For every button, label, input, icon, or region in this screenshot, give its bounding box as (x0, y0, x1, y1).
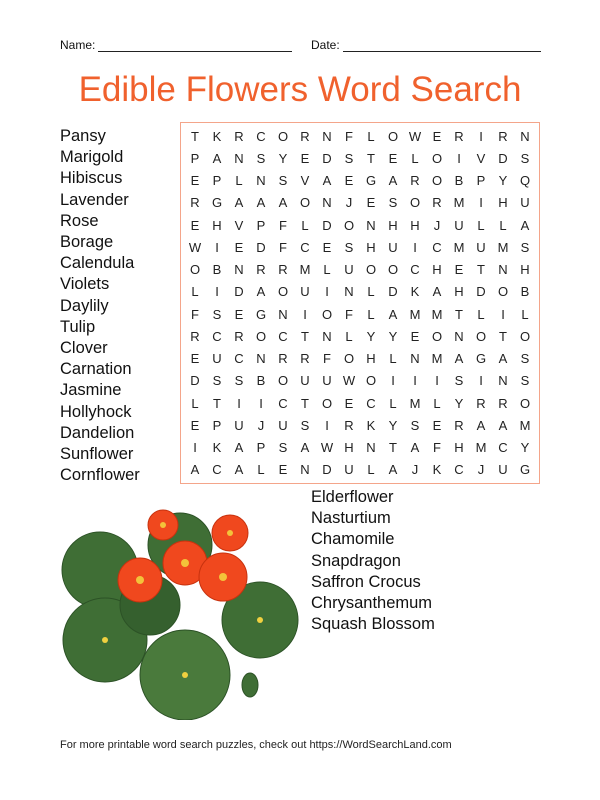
grid-cell: I (215, 284, 219, 300)
grid-cell: A (322, 173, 332, 189)
grid-cell: U (344, 462, 354, 478)
grid-cell: I (303, 306, 307, 322)
grid-cell: N (234, 262, 244, 278)
grid-cell: Y (498, 173, 508, 189)
grid-cell: A (190, 462, 200, 478)
grid-cell: E (190, 217, 200, 233)
grid-cell: P (256, 440, 266, 456)
grid-cell: O (277, 373, 289, 389)
grid-cell: B (256, 373, 266, 389)
grid-cell: K (432, 462, 442, 478)
grid-cell: R (344, 417, 354, 433)
grid-cell: O (343, 217, 355, 233)
word-list-item: Violets (60, 275, 110, 294)
grid-cell: A (234, 195, 244, 211)
grid-cell: I (479, 128, 483, 144)
grid-cell: E (190, 173, 200, 189)
grid-cell: D (322, 217, 332, 233)
grid-cell: U (344, 262, 354, 278)
date-label: Date: (311, 38, 340, 52)
grid-cell: A (256, 284, 266, 300)
grid-cell: T (301, 328, 309, 344)
grid-cell: N (498, 373, 508, 389)
grid-cell: R (410, 173, 420, 189)
word-list-item: Sunflower (60, 445, 134, 464)
grid-cell: P (256, 217, 266, 233)
grid-cell: S (344, 150, 354, 166)
grid-cell: H (454, 440, 464, 456)
grid-cell: R (498, 395, 508, 411)
grid-cell: S (212, 306, 222, 322)
grid-cell: N (322, 328, 332, 344)
grid-cell: E (454, 262, 464, 278)
grid-cell: T (389, 440, 397, 456)
grid-cell: Y (278, 150, 288, 166)
grid-cell: I (193, 440, 197, 456)
grid-cell: M (431, 306, 443, 322)
grid-cell: F (345, 128, 353, 144)
grid-cell: R (278, 262, 288, 278)
grid-cell: O (189, 262, 201, 278)
grid-cell: I (435, 373, 439, 389)
grid-cell: C (498, 440, 508, 456)
grid-cell: O (365, 262, 377, 278)
grid-cell: J (345, 195, 353, 211)
grid-cell: O (277, 128, 289, 144)
grid-cell: A (476, 417, 486, 433)
grid-cell: U (212, 351, 222, 367)
grid-cell: R (234, 328, 244, 344)
grid-cell: O (431, 328, 443, 344)
word-list-item: Jasmine (60, 381, 122, 400)
grid-cell: H (432, 262, 442, 278)
grid-cell: N (278, 306, 288, 322)
grid-cell: L (367, 306, 375, 322)
grid-cell: C (212, 328, 222, 344)
grid-cell: A (234, 462, 244, 478)
grid-cell: V (234, 217, 244, 233)
grid-cell: R (300, 351, 310, 367)
grid-cell: U (278, 417, 288, 433)
grid-cell: L (257, 462, 265, 478)
grid-cell: J (411, 462, 419, 478)
word-list-item: Tulip (60, 317, 96, 336)
grid-cell: S (520, 239, 530, 255)
word-list-item: Marigold (60, 148, 124, 167)
grid-cell: H (366, 351, 376, 367)
grid-cell: S (344, 239, 354, 255)
grid-cell: S (388, 195, 398, 211)
grid-cell: W (342, 373, 356, 389)
grid-cell: R (498, 128, 508, 144)
grid-cell: O (321, 306, 333, 322)
grid-cell: F (279, 217, 287, 233)
grid-cell: E (300, 150, 310, 166)
grid-cell: L (477, 306, 485, 322)
word-list-item: Calendula (60, 254, 135, 273)
grid-cell: A (498, 417, 508, 433)
grid-cell: N (256, 351, 266, 367)
grid-cell: N (256, 173, 266, 189)
grid-cell: V (300, 173, 310, 189)
grid-cell: T (301, 395, 309, 411)
date-line (343, 41, 541, 52)
grid-cell: W (408, 128, 422, 144)
grid-cell: I (479, 373, 483, 389)
grid-cell: R (432, 195, 442, 211)
grid-cell: L (521, 306, 529, 322)
grid-cell: E (432, 417, 442, 433)
grid-cell: S (410, 417, 420, 433)
grid-cell: R (256, 262, 266, 278)
grid-cell: U (322, 373, 332, 389)
grid-cell: L (367, 284, 375, 300)
grid-cell: S (454, 373, 464, 389)
grid-cell: K (366, 417, 376, 433)
word-list-item: Cornflower (60, 466, 140, 485)
grid-cell: O (255, 328, 267, 344)
grid-cell: Q (519, 173, 531, 189)
grid-cell: T (477, 262, 485, 278)
grid-cell: U (476, 239, 486, 255)
grid-cell: S (278, 173, 288, 189)
grid-cell: Y (388, 417, 398, 433)
grid-cell: L (323, 262, 331, 278)
grid-cell: O (387, 128, 399, 144)
grid-cell: T (191, 128, 199, 144)
grid-cell: I (501, 306, 505, 322)
grid-cell: S (234, 373, 244, 389)
grid-cell: O (277, 284, 289, 300)
nasturtium-illustration (55, 495, 305, 720)
grid-cell: Y (520, 440, 530, 456)
grid-cell: E (388, 150, 398, 166)
grid-cell: S (520, 373, 530, 389)
grid-cell: S (300, 417, 310, 433)
grid-cell: I (479, 195, 483, 211)
grid-cell: I (413, 373, 417, 389)
grid-cell: Y (454, 395, 464, 411)
grid-cell: C (278, 395, 288, 411)
grid-cell: H (344, 440, 354, 456)
grid-cell: M (475, 440, 487, 456)
grid-cell: R (190, 328, 200, 344)
grid-cell: N (520, 128, 530, 144)
grid-cell: F (345, 306, 353, 322)
grid-cell: R (300, 128, 310, 144)
grid-cell: U (300, 373, 310, 389)
grid-cell: O (475, 328, 487, 344)
word-list-item: Hollyhock (60, 402, 132, 421)
grid-cell: N (322, 128, 332, 144)
grid-cell: N (366, 217, 376, 233)
grid-cell: N (344, 284, 354, 300)
grid-cell: N (300, 462, 310, 478)
grid-cell: E (234, 306, 244, 322)
grid-cell: N (410, 351, 420, 367)
grid-cell: A (454, 351, 464, 367)
grid-cell: P (212, 417, 222, 433)
grid-cell: L (389, 351, 397, 367)
grid-cell: R (476, 395, 486, 411)
grid-cell: F (433, 440, 441, 456)
grid-cell: H (520, 262, 530, 278)
grid-cell: R (278, 351, 288, 367)
grid-cell: K (212, 440, 222, 456)
grid-cell: N (366, 440, 376, 456)
grid-cell: M (299, 262, 311, 278)
grid-cell: E (344, 395, 354, 411)
grid-cell: I (237, 395, 241, 411)
grid-cell: M (409, 395, 421, 411)
word-list-item: Daylily (60, 296, 109, 315)
grid-cell: O (519, 328, 531, 344)
grid-cell: B (212, 262, 222, 278)
grid-cell: L (433, 395, 441, 411)
grid-cell: G (365, 173, 377, 189)
grid-cell: T (213, 395, 221, 411)
page-title: Edible Flowers Word Search (78, 70, 522, 109)
grid-cell: A (432, 284, 442, 300)
grid-cell: E (278, 462, 288, 478)
grid-cell: L (301, 217, 309, 233)
grid-cell: L (191, 284, 199, 300)
word-list-item: Nasturtium (311, 509, 391, 528)
grid-cell: I (215, 239, 219, 255)
grid-cell: O (343, 351, 355, 367)
grid-cell: F (323, 351, 331, 367)
grid-cell: P (190, 150, 200, 166)
grid-cell: A (410, 440, 420, 456)
grid-cell: B (454, 173, 464, 189)
word-list-item: Rose (60, 211, 99, 230)
word-list-item: Snapdragon (311, 551, 401, 570)
word-list-item: Dandelion (60, 423, 135, 442)
grid-cell: F (279, 239, 287, 255)
grid-cell: P (476, 173, 486, 189)
word-list-item: Elderflower (311, 488, 394, 506)
grid-cell: L (499, 217, 507, 233)
grid-cell: U (388, 239, 398, 255)
grid-cell: O (497, 284, 509, 300)
grid-cell: M (453, 195, 465, 211)
grid-cell: C (366, 395, 376, 411)
grid-cell: O (299, 195, 311, 211)
grid-cell: O (431, 150, 443, 166)
grid-cell: R (234, 128, 244, 144)
grid-cell: S (212, 373, 222, 389)
grid-cell: C (410, 262, 420, 278)
grid-cell: A (520, 217, 530, 233)
grid-cell: C (454, 462, 464, 478)
grid-cell: C (300, 239, 310, 255)
grid-cell: E (190, 351, 200, 367)
grid-cell: M (409, 306, 421, 322)
word-list-right (311, 487, 435, 635)
grid-cell: D (388, 284, 398, 300)
grid-cell: N (454, 328, 464, 344)
grid-cell: A (300, 440, 310, 456)
grid-cell: W (188, 239, 202, 255)
grid-cell: D (256, 239, 266, 255)
letter-grid (180, 122, 540, 484)
grid-cell: I (325, 417, 329, 433)
word-list-item: Carnation (60, 360, 132, 379)
grid-cell: C (234, 351, 244, 367)
grid-cell: C (212, 462, 222, 478)
grid-cell: F (191, 306, 199, 322)
grid-cell: T (499, 328, 507, 344)
word-list-item: Chrysanthemum (311, 594, 433, 613)
grid-cell: E (366, 195, 376, 211)
grid-cell: H (454, 284, 464, 300)
grid-cell: U (454, 217, 464, 233)
grid-cell: A (212, 150, 222, 166)
grid-cell: H (212, 217, 222, 233)
grid-cell: S (256, 150, 266, 166)
grid-cell: H (366, 239, 376, 255)
grid-cell: M (453, 239, 465, 255)
grid-cell: L (235, 173, 243, 189)
grid-cell: D (322, 462, 332, 478)
grid-cell: E (234, 239, 244, 255)
grid-cell: K (410, 284, 420, 300)
name-line (98, 41, 292, 52)
grid-cell: C (256, 128, 266, 144)
grid-cell: D (234, 284, 244, 300)
grid-cell: I (259, 395, 263, 411)
grid-cell: M (431, 351, 443, 367)
grid-cell: C (432, 239, 442, 255)
grid-cell: K (212, 128, 222, 144)
word-list-item: Borage (60, 233, 114, 252)
grid-cell: R (454, 128, 464, 144)
grid-cell: J (257, 417, 265, 433)
grid-cell: N (322, 195, 332, 211)
grid-cell: D (476, 284, 486, 300)
grid-cell: I (325, 284, 329, 300)
grid-cell: J (477, 462, 485, 478)
grid-cell: L (367, 462, 375, 478)
word-list-item: Lavender (60, 190, 129, 209)
grid-cell: O (431, 173, 443, 189)
grid-cell: M (519, 417, 531, 433)
grid-cell: H (410, 217, 420, 233)
grid-cell: D (190, 373, 200, 389)
grid-cell: G (519, 462, 531, 478)
grid-cell: H (498, 195, 508, 211)
word-list-item: Pansy (60, 127, 106, 145)
grid-cell: D (322, 150, 332, 166)
name-label: Name: (60, 38, 96, 52)
grid-cell: E (344, 173, 354, 189)
grid-cell: O (387, 262, 399, 278)
grid-cell: B (520, 284, 530, 300)
grid-cell: L (191, 395, 199, 411)
grid-cell: Y (366, 328, 376, 344)
grid-cell: C (278, 328, 288, 344)
grid-cell: R (454, 417, 464, 433)
grid-cell: U (234, 417, 244, 433)
grid-cell: L (389, 395, 397, 411)
grid-cell: L (477, 217, 485, 233)
grid-cell: U (300, 284, 310, 300)
name-field[interactable] (60, 38, 292, 52)
grid-cell: T (455, 306, 463, 322)
grid-cell: A (388, 306, 398, 322)
grid-cell: O (409, 195, 421, 211)
grid-cell: U (498, 462, 508, 478)
grid-cell: L (367, 128, 375, 144)
grid-cell: I (413, 239, 417, 255)
word-list-left (60, 126, 140, 486)
grid-cell: L (411, 150, 419, 166)
grid-cell: L (345, 328, 353, 344)
grid-cell: G (475, 351, 487, 367)
grid-cell: V (476, 150, 486, 166)
grid-cell: S (520, 351, 530, 367)
word-list-item: Chamomile (311, 530, 395, 549)
grid-cell: A (388, 462, 398, 478)
grid-cell: E (190, 417, 200, 433)
grid-cell: T (367, 150, 375, 166)
word-list-item: Clover (60, 339, 108, 358)
word-list-item: Hibiscus (60, 169, 123, 188)
grid-cell: S (278, 440, 288, 456)
grid-cell: W (320, 440, 334, 456)
grid-cell: U (520, 195, 530, 211)
word-list-item: Saffron Crocus (311, 572, 421, 591)
grid-cell: P (212, 173, 222, 189)
grid-cell: Y (388, 328, 398, 344)
grid-cell: S (520, 150, 530, 166)
grid-cell: A (498, 351, 508, 367)
grid-cell: J (433, 217, 441, 233)
grid-cell: O (321, 395, 333, 411)
grid-cell: I (457, 150, 461, 166)
footer-text: For more printable word search puzzles, check out https://WordSearchLand.com (60, 739, 452, 751)
grid-cell: M (497, 239, 509, 255)
grid-cell: A (278, 195, 288, 211)
grid-cell: A (234, 440, 244, 456)
grid-cell: D (498, 150, 508, 166)
date-field[interactable] (311, 38, 541, 52)
grid-cell: I (391, 373, 395, 389)
grid-cell: N (234, 150, 244, 166)
grid-cell: G (255, 306, 267, 322)
grid-cell: A (256, 195, 266, 211)
grid-cell: E (410, 328, 420, 344)
grid-cell: O (519, 395, 531, 411)
grid-cell: E (432, 128, 442, 144)
grid-cell: R (190, 195, 200, 211)
word-list-item: Squash Blossom (311, 615, 435, 634)
grid-cell: G (211, 195, 223, 211)
grid-cell: E (322, 239, 332, 255)
grid-cell: H (388, 217, 398, 233)
grid-cell: N (498, 262, 508, 278)
grid-cell: O (365, 373, 377, 389)
grid-cell: A (388, 173, 398, 189)
